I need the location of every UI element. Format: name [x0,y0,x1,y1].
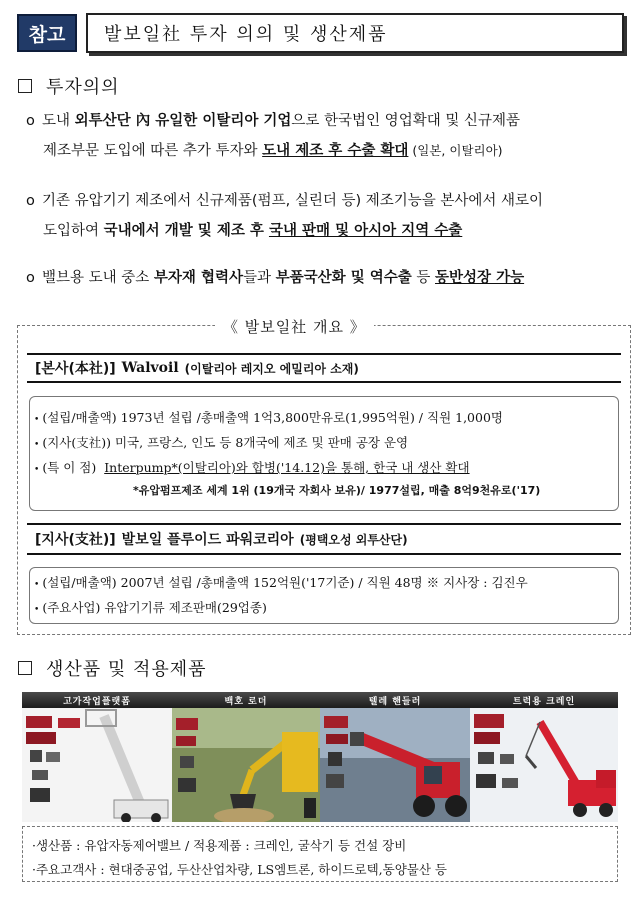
section-title: 투자의의 [46,77,120,98]
panel-label: 텔레 핸들러 [320,692,470,708]
panel-label: 고가작업플랫폼 [22,692,172,708]
panel-label: 트럭용 크레인 [470,692,618,708]
truck-crane-image [470,708,618,822]
hq-name: Walvoil [121,360,179,376]
product-photo-strip [22,692,618,822]
section-products-heading [18,655,207,681]
hq-footnote: *유압펌프제조 세계 1위 (19개국 자회사 보유)/ 1977설립, 매출 8억9천유로('17) [133,484,541,497]
overview-title: 《 발보일社 개요 》 [215,316,374,337]
panel-aerial-platform [22,692,172,822]
hq-row-branches: • (지사(支社)) 미국, 프랑스, 인도 등 8개국에 제조 및 판매 공장 운영 [34,435,409,450]
bullet-item-1: o 도내 외투산단 內 유일한 이탈리아 기업으로 한국법인 영업확대 및 신규제품 제조부문 도입에 따른 추가 투자와 도내 제조 후 수출 확대 (일본, 이탈리아) [26,106,631,166]
branch-name: 발보일 플루이드 파워코리아 [121,532,294,548]
product-line: ·생산품 : 유압자동제어밸브 / 적용제품 : 크레인, 굴삭기 등 건설 장비 [32,838,407,853]
panel-truck-crane [470,692,618,822]
panel-backhoe-loader [172,692,320,822]
bullet-item-2: o 기존 유압기기 제조에서 신규제품(펌프, 실린더 등) 제조기능을 본사에서 새로이 도입하여 국내에서 개발 및 제조 후 국내 판매 및 아시아 지역 수출 [26,186,631,246]
bullet-marker: o [26,193,35,209]
branch-heading-bar [27,523,621,555]
hq-row-special: • (특 이 점) Interpump*(이탈리아)와 합병('14.12)을 통해, 한국 내 생산 확대 [34,460,470,475]
page-title [86,13,624,53]
branch-row-business: • (주요사업) 유압기기류 제조판매(29업종) [34,600,267,615]
bullet-item-3: o 밸브용 도내 중소 부자재 협력사들과 부품국산화 및 역수출 등 동반성장 가능 [26,263,631,293]
reference-badge: 참고 [17,14,77,52]
branch-location: (평택오성 외투산단) [299,532,408,547]
aerial-platform-image [22,708,172,822]
telehandler-image [320,708,470,822]
section-title: 생산품 및 적용제품 [46,659,207,680]
hq-label: [본사(本社)] [35,361,116,377]
customer-line: ·주요고객사 : 현대중공업, 두산산업차량, LS엠트론, 하이드로텍,동양물산 등 [32,862,447,877]
section-investment-heading [18,73,120,99]
branch-label: [지사(支社)] [35,532,116,548]
hq-location: (이탈리아 레지오 에밀리아 소재) [184,361,359,376]
checkbox-square-icon [18,661,32,675]
checkbox-square-icon [18,79,32,93]
branch-row-founding: • (설립/매출액) 2007년 설립 /총매출액 152억원('17기준) / 직원 48명 ※ 지사장 : 김진우 [34,575,528,590]
bullet-marker: o [26,113,35,129]
backhoe-loader-image [172,708,320,822]
page-title-text: 발보일社 투자 의의 및 생산제품 [104,24,388,45]
hq-heading-bar [27,353,621,383]
hq-row-founding: • (설립/매출액) 1973년 설립 /총매출액 1억3,800만유로(1,995억원) / 직원 1,000명 [34,410,503,425]
panel-telehandler [320,692,470,822]
bullet-marker: o [26,270,35,286]
panel-label: 백호 로더 [172,692,320,708]
